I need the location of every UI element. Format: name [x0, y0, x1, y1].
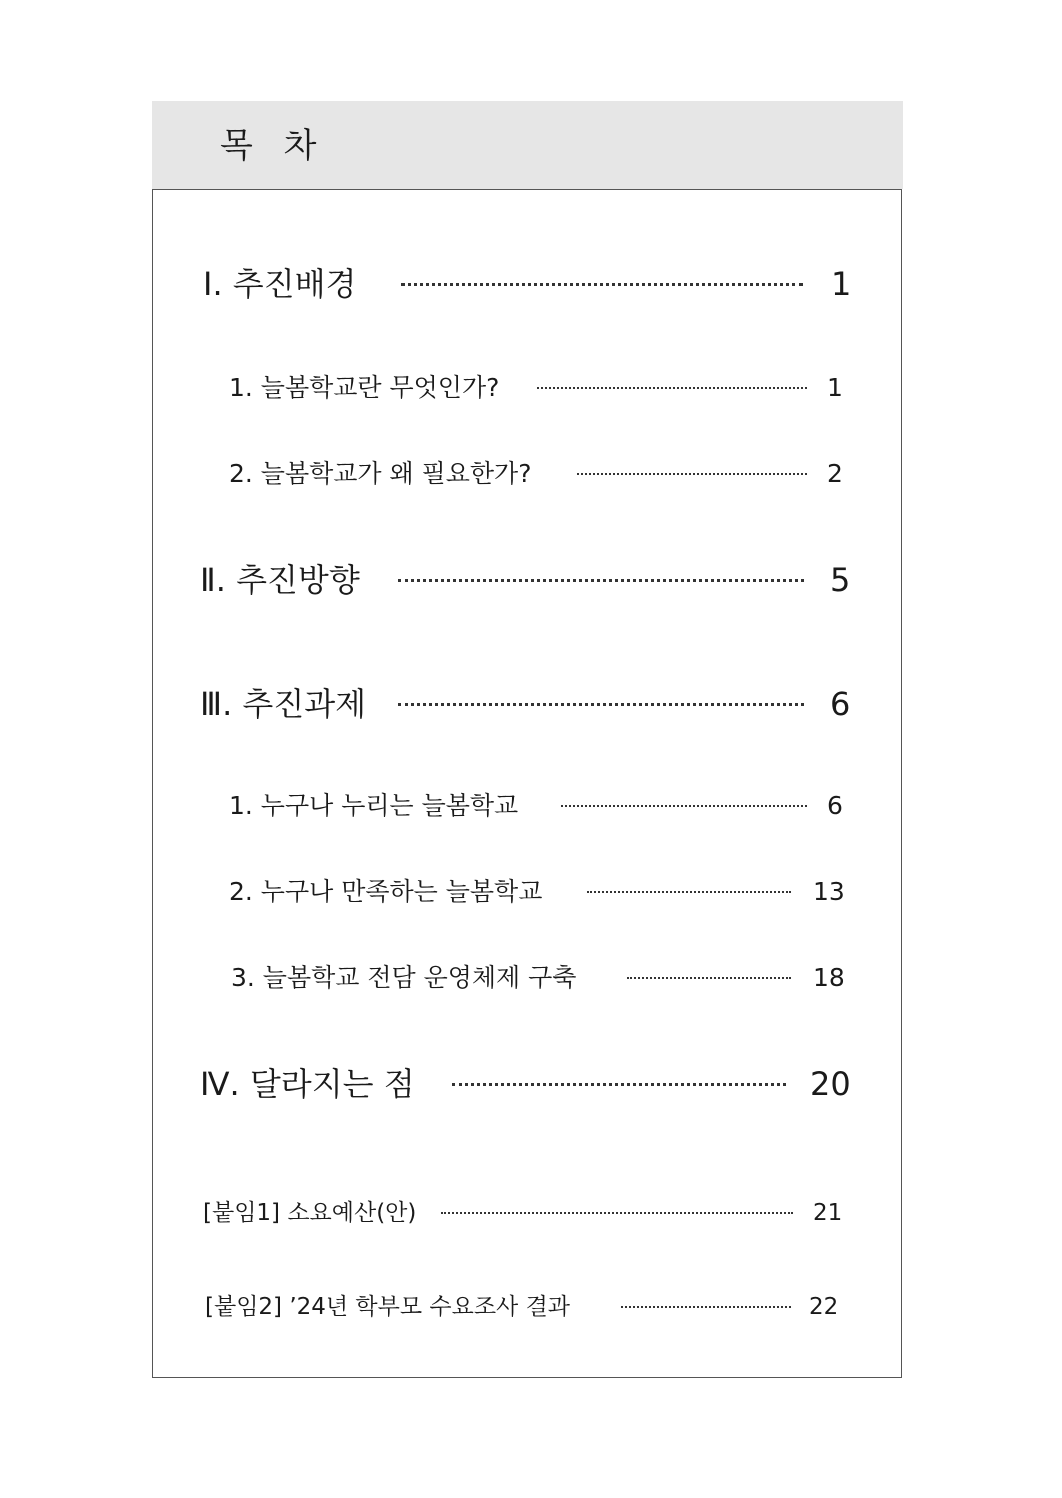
toc-section-3-page: 6	[830, 685, 851, 723]
toc-section-1-title: 추진배경	[232, 265, 357, 303]
toc-appendix-1-label: [붙임1] 소요예산(안)	[203, 1200, 417, 1226]
toc-title: 목 차	[220, 126, 327, 166]
toc-item-1-1	[229, 372, 849, 404]
toc-appendix-1	[203, 1198, 843, 1228]
toc-item-3-3-label: 3. 늘봄학교 전담 운영체제 구축	[231, 963, 577, 992]
toc-item-3-1	[229, 790, 849, 822]
toc-section-1	[203, 264, 853, 304]
toc-appendix-2-page: 22	[809, 1294, 839, 1320]
toc-leader-dots	[441, 1212, 793, 1214]
toc-leader-dots	[561, 805, 807, 807]
toc-item-3-2-page: 13	[813, 877, 845, 906]
toc-section-2-page: 5	[830, 561, 851, 599]
toc-section-2	[200, 560, 850, 600]
toc-appendix-2	[205, 1292, 845, 1322]
toc-item-3-2	[229, 876, 849, 908]
toc-section-3-num: Ⅲ.	[200, 685, 233, 723]
toc-item-3-1-label: 1. 누구나 누리는 늘봄학교	[229, 791, 519, 820]
toc-section-3-label	[200, 684, 366, 724]
toc-appendix-1-page: 21	[813, 1200, 843, 1226]
toc-section-1-label	[203, 264, 356, 304]
toc-leader-dots	[577, 473, 807, 475]
toc-section-2-title: 추진방향	[236, 561, 360, 599]
toc-item-3-2-label: 2. 누구나 만족하는 늘봄학교	[229, 877, 543, 906]
toc-section-4-title: 달라지는 점	[249, 1065, 415, 1103]
toc-section-2-num: Ⅱ.	[200, 561, 226, 599]
toc-section-4-label	[200, 1064, 415, 1104]
toc-section-4	[200, 1064, 850, 1104]
toc-item-3-3	[231, 962, 851, 994]
toc-leader-dots	[401, 283, 803, 286]
toc-leader-dots	[621, 1306, 791, 1308]
toc-section-3	[200, 684, 850, 724]
toc-item-1-2-page: 2	[827, 459, 843, 488]
toc-section-1-page: 1	[831, 265, 852, 303]
toc-section-4-page: 20	[810, 1065, 851, 1103]
toc-section-1-num: Ⅰ.	[203, 265, 223, 303]
toc-item-1-2	[229, 458, 849, 490]
toc-section-4-num: Ⅳ.	[200, 1065, 240, 1103]
toc-leader-dots	[398, 579, 804, 582]
toc-section-3-title: 추진과제	[242, 685, 367, 723]
toc-item-3-3-page: 18	[813, 963, 845, 992]
toc-item-1-2-label: 2. 늘봄학교가 왜 필요한가?	[229, 459, 532, 488]
toc-section-2-label	[200, 560, 360, 600]
toc-item-3-1-page: 6	[827, 791, 843, 820]
toc-leader-dots	[537, 387, 807, 389]
toc-appendix-2-label: [붙임2] ’24년 학부모 수요조사 결과	[205, 1294, 571, 1320]
toc-leader-dots	[398, 703, 804, 706]
toc-item-1-1-label: 1. 늘봄학교란 무엇인가?	[229, 373, 500, 402]
toc-item-1-1-page: 1	[827, 373, 843, 402]
toc-leader-dots	[452, 1083, 786, 1086]
toc-leader-dots	[587, 891, 791, 893]
toc-leader-dots	[627, 977, 791, 979]
